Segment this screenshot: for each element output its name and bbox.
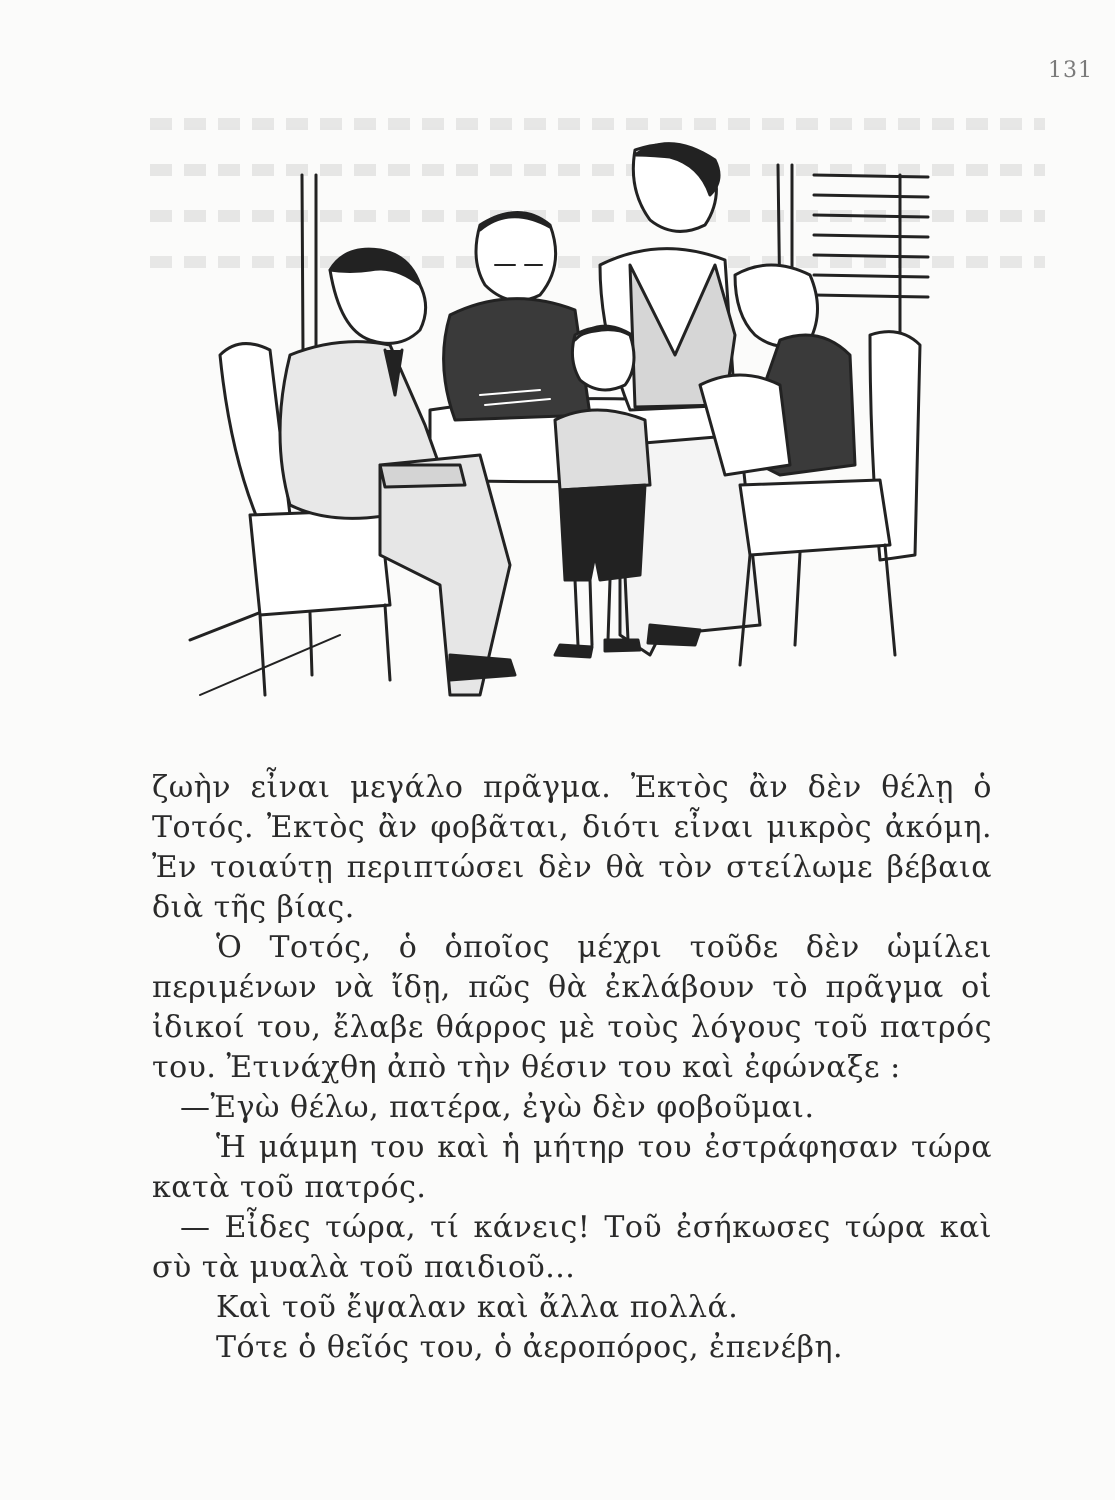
- dialogue-toto: —Ἐγὼ θέλω, πατέρα, ἐγὼ δὲν φοβοῦμαι.: [180, 1090, 815, 1125]
- family-gathering-illustration: [180, 135, 960, 705]
- paragraph-uncle: Τότε ὁ θεῖός του, ὁ ἀεροπόρος, ἐπενέβη.: [216, 1330, 844, 1365]
- dialogue-grandmother: — Εἶδες τώρα, τί κάνεις! Τοῦ ἐσήκωσες τώρα καὶ σὺ τὰ μυαλὰ τοῦ παιδιοῦ...: [152, 1210, 992, 1285]
- paragraph-scolding: Καὶ τοῦ ἔψαλαν καὶ ἄλλα πολλά.: [216, 1290, 739, 1325]
- paragraph-toto: Ὁ Τοτός, ὁ ὁποῖος μέχρι τοῦδε δὲν ὡμίλει περιμένων νὰ ἴδῃ, πῶς θὰ ἐκλάβουν τὸ πρᾶγμα οἱ ἰδικοί του, ἔλαβε θάρρος μὲ τοὺς λόγους τοῦ πατρός του. Ἐτινάχθη ἀπὸ τὴν θέσιν του καὶ ἐφώναξε :: [152, 930, 992, 1085]
- body-text: [152, 768, 992, 1368]
- paragraph-continuation: ζωὴν εἶναι μεγάλο πρᾶγμα. Ἐκτὸς ἂν δὲν θέλῃ ὁ Τοτός. Ἐκτὸς ἂν φοβᾶται, διότι εἶναι μικρὸς ἀκόμη. Ἐν τοιαύτῃ περιπτώσει δὲν θὰ τὸν στείλωμε βέβαια διὰ τῆς βίας.: [152, 770, 992, 925]
- paragraph-grandmother: Ἡ μάμμη του καὶ ἡ μήτηρ του ἐστράφησαν τώρα κατὰ τοῦ πατρός.: [152, 1130, 992, 1205]
- page-number: 131: [1048, 58, 1093, 83]
